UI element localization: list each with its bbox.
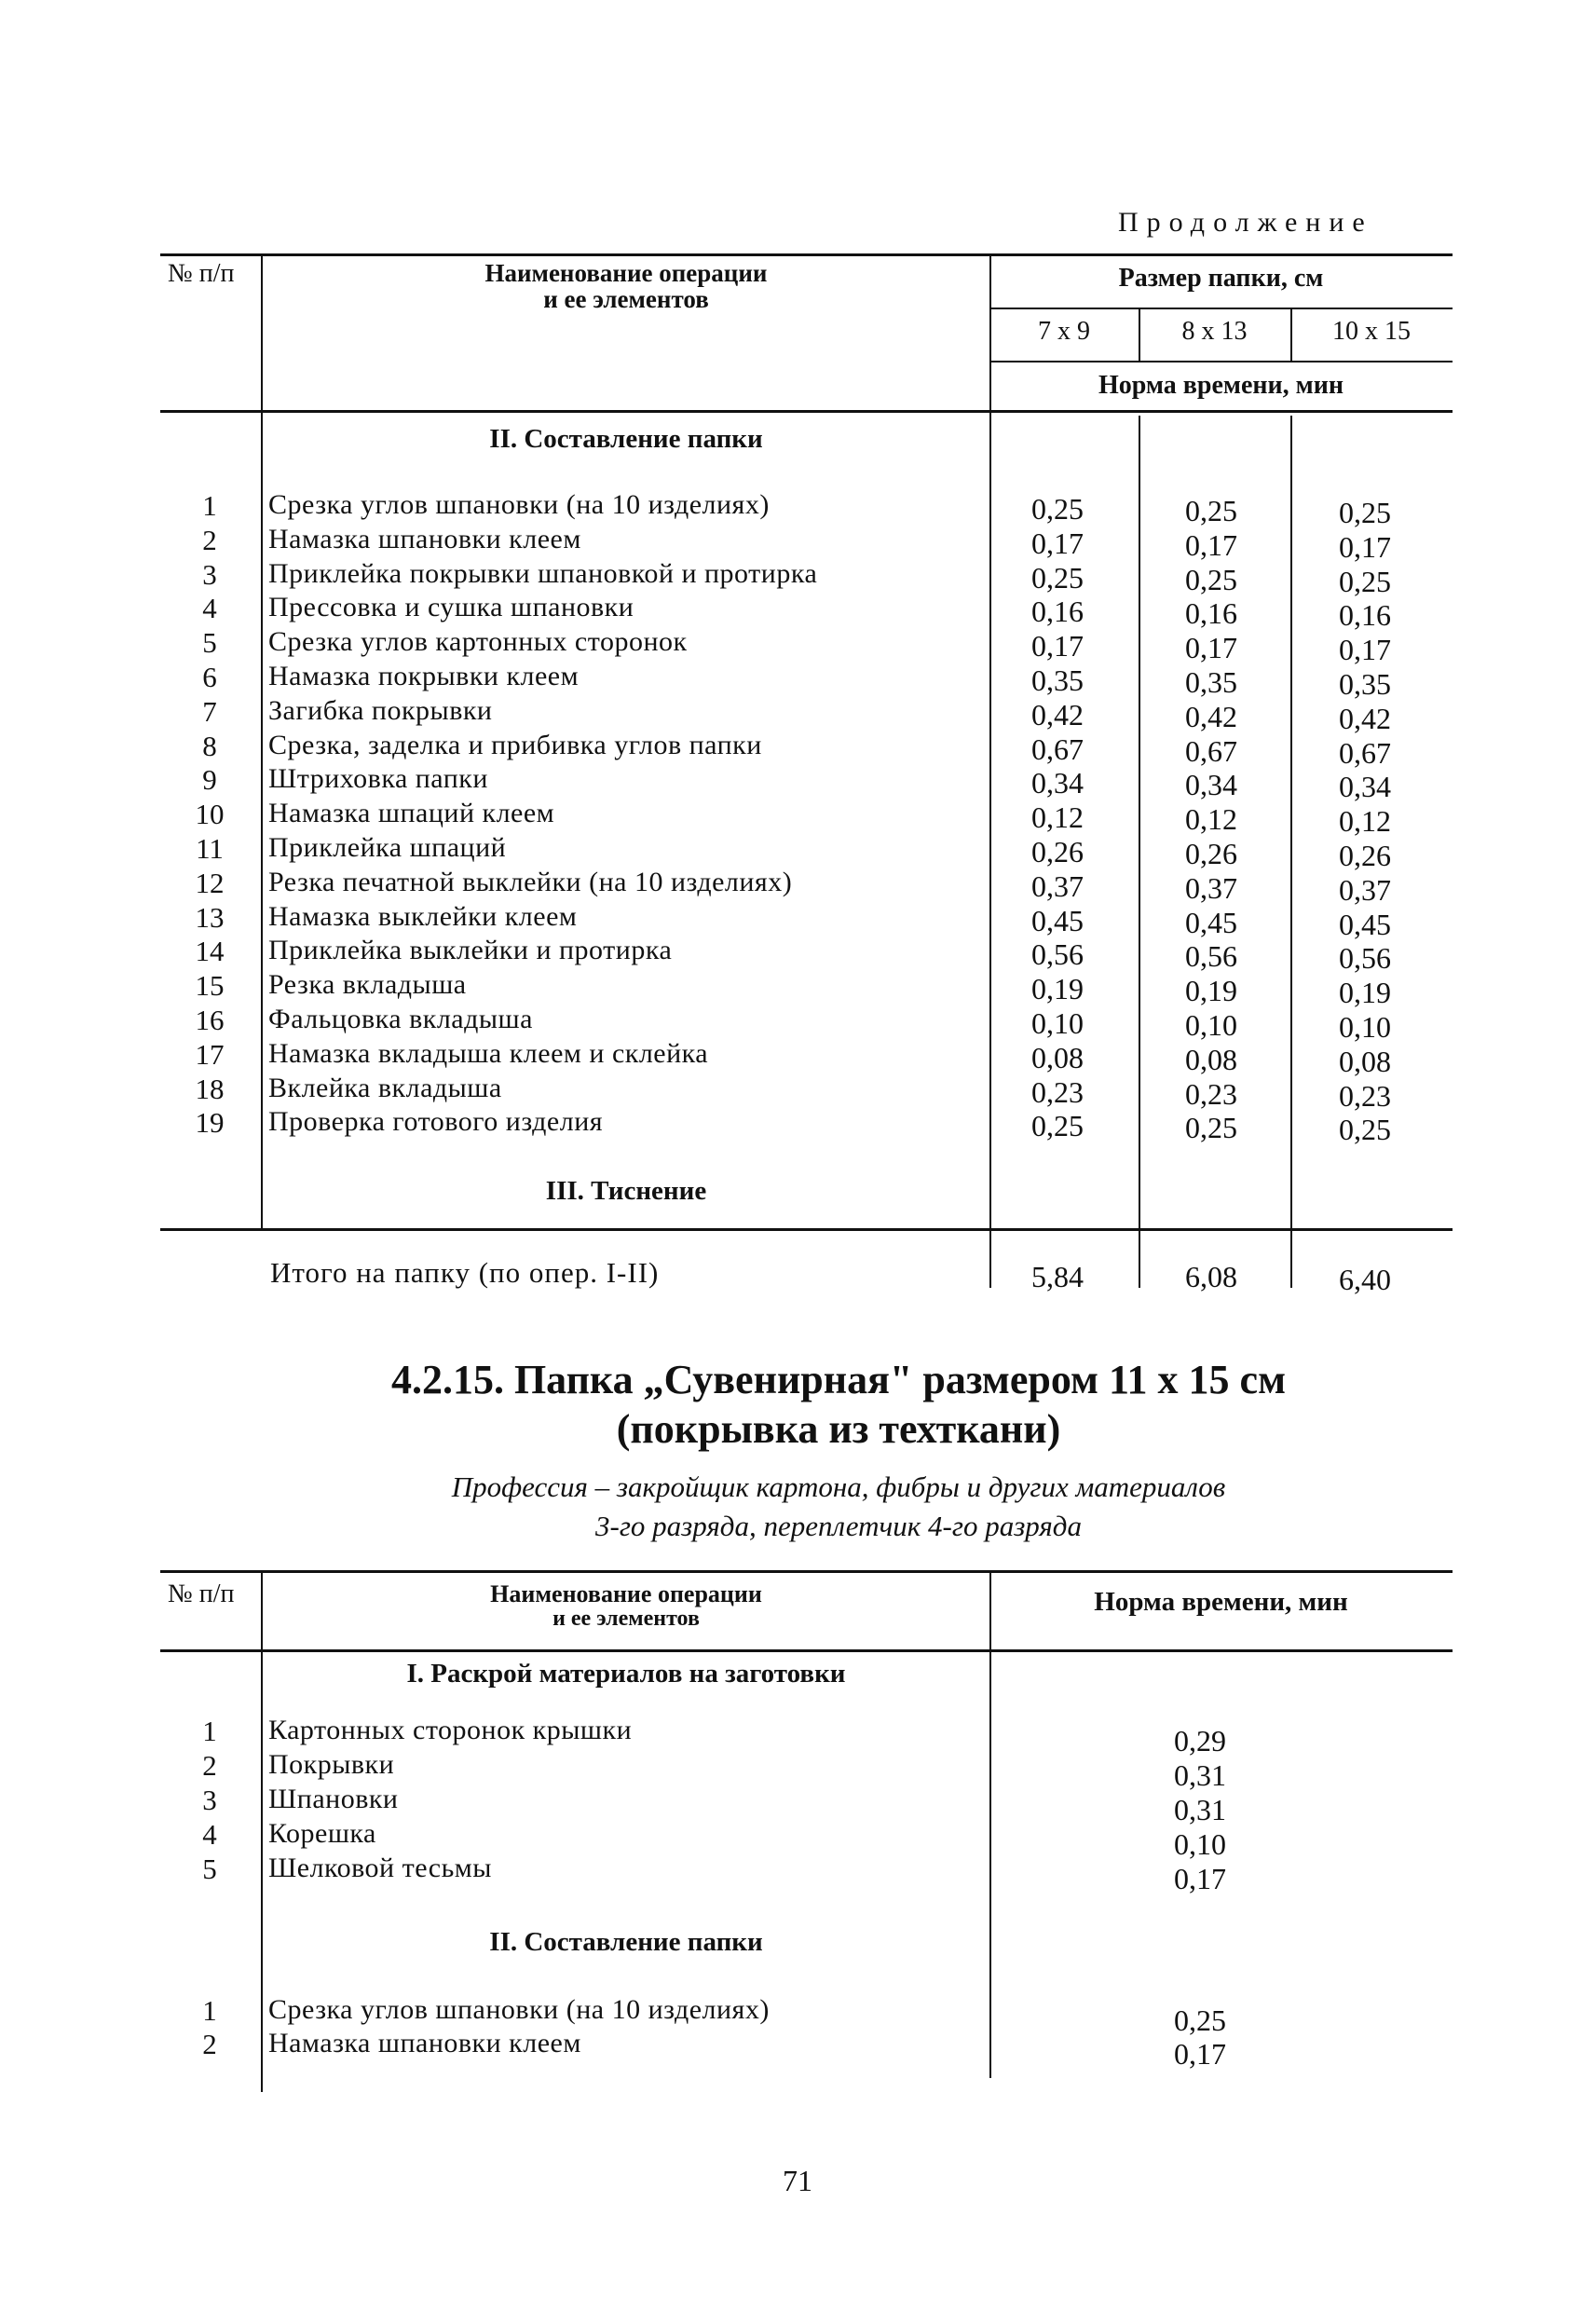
table-cell-10x15: 0,16 (1339, 598, 1391, 632)
table-cell-7x9: 0,34 (1031, 766, 1084, 800)
table-cell-7x9: 0,25 (1031, 561, 1084, 595)
size-10x15: 10 х 15 (1332, 317, 1411, 346)
table-row-operation: Шпановки (268, 1784, 399, 1814)
t2-col-name-header-line2: и ее элементов (552, 1607, 700, 1631)
table-cell-8x13: 0,23 (1185, 1077, 1237, 1111)
table-row-number: 11 (196, 832, 224, 865)
table-row-number: 1 (202, 1994, 217, 2027)
section-heading-line2: (покрывка из техткани) (616, 1406, 1061, 1452)
table-row-operation: Срезка углов шпановки (на 10 изделиях) (268, 489, 770, 520)
table-row-operation: Приклейка выклейки и протирка (268, 935, 673, 965)
total-10x15: 6,40 (1339, 1263, 1391, 1296)
norm-header: Норма времени, мин (1098, 371, 1344, 400)
table-row-operation: Вклейка вкладыша (268, 1073, 502, 1103)
table-cell-10x15: 0,42 (1339, 702, 1391, 735)
table-cell-10x15: 0,45 (1339, 908, 1391, 941)
continuation-label: Продолжение (1118, 207, 1373, 238)
t2-section-1-title: I. Раскрой материалов на заготовки (406, 1659, 846, 1689)
table-row-number: 1 (202, 1715, 217, 1747)
table-row-operation: Намазка вкладыша клеем и склейка (268, 1038, 709, 1069)
table-row-number: 10 (195, 798, 225, 830)
table-row-number: 7 (202, 695, 217, 728)
table-cell-7x9: 0,45 (1031, 904, 1084, 937)
table-cell-10x15: 0,37 (1339, 873, 1391, 907)
total-8x13: 6,08 (1185, 1260, 1237, 1293)
col-no-header: № п/п (168, 259, 235, 288)
profession-line1: Профессия – закройщик картона, фибры и других материалов (451, 1470, 1226, 1503)
table-row-operation: Загибка покрывки (268, 695, 493, 726)
table-cell-8x13: 0,17 (1185, 631, 1237, 664)
table-row-operation: Корешка (268, 1818, 376, 1849)
table-row-operation: Намазка шпановки клеем (268, 524, 581, 554)
table-cell-norm: 0,25 (1174, 2003, 1226, 2037)
table-cell-7x9: 0,08 (1031, 1041, 1084, 1074)
col-name-header-line2: и ее элементов (543, 285, 709, 313)
table-cell-7x9: 0,26 (1031, 835, 1084, 868)
table-row-operation: Срезка углов картонных сторонок (268, 626, 688, 657)
table-cell-10x15: 0,17 (1339, 530, 1391, 564)
table-cell-8x13: 0,35 (1185, 665, 1237, 699)
table-cell-7x9: 0,19 (1031, 972, 1084, 1005)
table-row-operation: Намазка выклейки клеем (268, 901, 578, 932)
section-heading-line1: 4.2.15. Папка „Сувенирная" размером 11 х 15 см (390, 1357, 1287, 1402)
table-row-number: 2 (202, 1749, 217, 1782)
table-cell-8x13: 0,25 (1185, 563, 1237, 596)
table-cell-8x13: 0,19 (1185, 974, 1237, 1007)
table-row-operation: Намазка покрывки клеем (268, 661, 580, 691)
table-row-number: 4 (202, 1818, 217, 1851)
table-row-number: 5 (202, 626, 217, 659)
table-cell-10x15: 0,12 (1339, 804, 1391, 838)
table-row-number: 4 (202, 592, 217, 624)
table-cell-8x13: 0,08 (1185, 1043, 1237, 1076)
table-row-number: 5 (202, 1853, 217, 1885)
table-row-number: 1 (202, 489, 217, 522)
table-cell-8x13: 0,56 (1185, 939, 1237, 973)
table-row-number: 16 (195, 1004, 225, 1036)
page-number: 71 (783, 2164, 812, 2197)
t2-col-name-header-line1: Наименование операции (490, 1580, 762, 1607)
total-7x9: 5,84 (1031, 1260, 1084, 1293)
table-cell-7x9: 0,10 (1031, 1006, 1084, 1040)
table-cell-8x13: 0,37 (1185, 871, 1237, 905)
table-cell-10x15: 0,26 (1339, 839, 1391, 872)
table-cell-8x13: 0,34 (1185, 768, 1237, 801)
table-cell-7x9: 0,23 (1031, 1075, 1084, 1109)
table-cell-norm: 0,31 (1174, 1758, 1226, 1792)
table-row-number: 3 (202, 1784, 217, 1816)
table-cell-10x15: 0,67 (1339, 736, 1391, 770)
table-cell-10x15: 0,23 (1339, 1079, 1391, 1113)
table-cell-10x15: 0,25 (1339, 1113, 1391, 1146)
table-row-operation: Намазка шпановки клеем (268, 2028, 581, 2058)
table-cell-10x15: 0,56 (1339, 941, 1391, 975)
table-cell-8x13: 0,10 (1185, 1008, 1237, 1042)
table-row-operation: Проверка готового изделия (268, 1106, 604, 1137)
table-cell-10x15: 0,08 (1339, 1045, 1391, 1078)
size-8x13: 8 х 13 (1181, 317, 1248, 346)
table-cell-10x15: 0,34 (1339, 770, 1391, 803)
table-cell-8x13: 0,16 (1185, 596, 1237, 630)
table-cell-10x15: 0,25 (1339, 496, 1391, 529)
table-row-operation: Намазка шпаций клеем (268, 798, 555, 828)
table-row-operation: Приклейка шпаций (268, 832, 507, 863)
table-row-number: 15 (195, 969, 225, 1002)
table-cell-7x9: 0,25 (1031, 1109, 1084, 1142)
table-row-number: 2 (202, 524, 217, 556)
table-row-number: 3 (202, 558, 217, 591)
section-2-title: II. Составление папки (489, 424, 763, 454)
table-row-operation: Резка вкладыша (268, 969, 467, 1000)
table-cell-8x13: 0,17 (1185, 528, 1237, 562)
table-cell-8x13: 0,25 (1185, 494, 1237, 527)
table-cell-7x9: 0,35 (1031, 663, 1084, 697)
table-cell-8x13: 0,67 (1185, 734, 1237, 768)
t2-col-no-header: № п/п (168, 1579, 235, 1608)
table-row-operation: Покрывки (268, 1749, 395, 1780)
table-cell-norm: 0,10 (1174, 1827, 1226, 1861)
col-name-header-line1: Наименование операции (484, 259, 768, 287)
table-row-number: 18 (195, 1073, 225, 1105)
t2-section-2-title: II. Составление папки (489, 1927, 763, 1957)
table-row-operation: Срезка углов шпановки (на 10 изделиях) (268, 1994, 770, 2025)
table-cell-7x9: 0,16 (1031, 595, 1084, 628)
table-row-operation: Резка печатной выклейки (на 10 изделиях) (268, 867, 793, 897)
table-cell-8x13: 0,42 (1185, 700, 1237, 733)
table-cell-7x9: 0,37 (1031, 869, 1084, 903)
table-cell-7x9: 0,67 (1031, 732, 1084, 766)
table-cell-10x15: 0,10 (1339, 1010, 1391, 1044)
table-row-number: 8 (202, 730, 217, 762)
table-cell-10x15: 0,25 (1339, 565, 1391, 598)
table-cell-norm: 0,17 (1174, 1862, 1226, 1895)
table-cell-10x15: 0,19 (1339, 976, 1391, 1009)
t2-norm-header: Норма времени, мин (1094, 1587, 1348, 1617)
table-row-number: 9 (202, 763, 217, 796)
table-cell-7x9: 0,17 (1031, 629, 1084, 663)
table-cell-8x13: 0,45 (1185, 906, 1237, 939)
table-cell-norm: 0,29 (1174, 1724, 1226, 1757)
section-3-title: III. Тиснение (545, 1176, 707, 1206)
table-row-number: 2 (202, 2028, 217, 2060)
table-cell-8x13: 0,26 (1185, 837, 1237, 870)
table-cell-8x13: 0,12 (1185, 802, 1237, 836)
table-row-number: 6 (202, 661, 217, 693)
table-cell-7x9: 0,17 (1031, 526, 1084, 560)
table-cell-8x13: 0,25 (1185, 1111, 1237, 1144)
profession-line2: 3-го разряда, переплетчик 4-го разряда (595, 1510, 1082, 1542)
table-row-operation: Штриховка папки (268, 763, 488, 794)
table-row-operation: Приклейка покрывки шпановкой и протирка (268, 558, 818, 589)
col-size-header: Размер папки, см (1118, 264, 1324, 293)
table-cell-7x9: 0,25 (1031, 492, 1084, 526)
table-row-operation: Фальцовка вкладыша (268, 1004, 533, 1034)
table-row-number: 19 (195, 1106, 225, 1139)
table-cell-10x15: 0,35 (1339, 667, 1391, 701)
table-row-number: 17 (195, 1038, 225, 1071)
table-cell-7x9: 0,56 (1031, 937, 1084, 971)
table-cell-7x9: 0,12 (1031, 800, 1084, 834)
table-row-number: 14 (195, 935, 225, 967)
table-row-number: 13 (195, 901, 225, 934)
table-cell-7x9: 0,42 (1031, 698, 1084, 732)
table-cell-10x15: 0,17 (1339, 633, 1391, 666)
table-row-operation: Срезка, заделка и прибивка углов папки (268, 730, 762, 760)
table-row-operation: Прессовка и сушка шпановки (268, 592, 634, 622)
table-cell-norm: 0,17 (1174, 2037, 1226, 2071)
size-7x9: 7 х 9 (1038, 317, 1090, 346)
total-label: Итого на папку (по опер. I-II) (270, 1256, 660, 1289)
table-row-number: 12 (195, 867, 225, 899)
table-row-operation: Шелковой тесьмы (268, 1853, 492, 1883)
table-cell-norm: 0,31 (1174, 1793, 1226, 1826)
table-row-operation: Картонных сторонок крышки (268, 1715, 633, 1745)
